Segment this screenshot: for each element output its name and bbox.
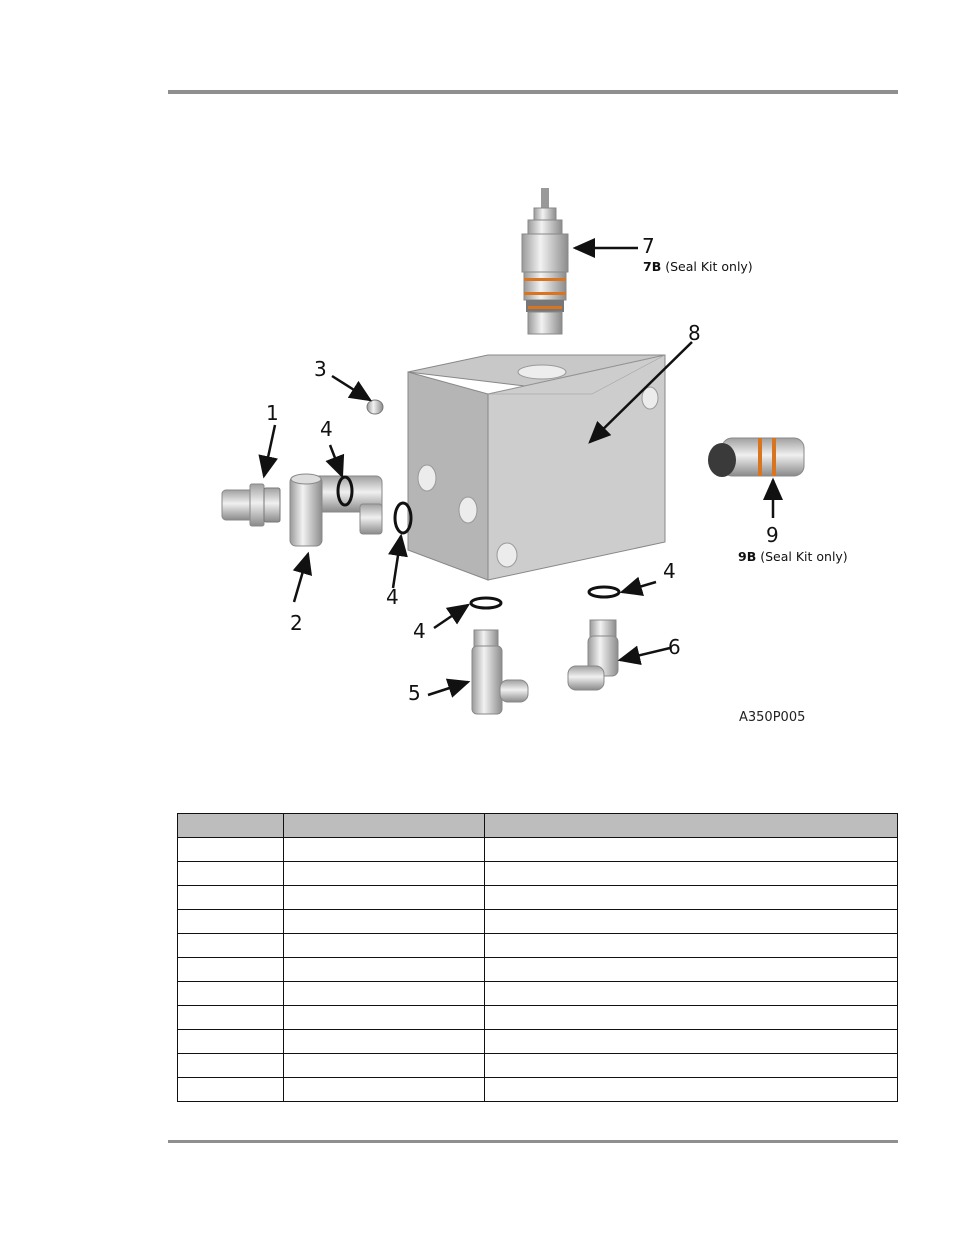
table-row [178,1078,898,1102]
table-cell [485,910,898,934]
table-cell [178,1030,284,1054]
table-cell [178,958,284,982]
table-header-cell [178,814,284,838]
callout-6: 6 [668,635,681,659]
table-cell [178,886,284,910]
header-rule [168,90,898,94]
figure-id: A350P005 [739,710,806,725]
table-cell [485,958,898,982]
plug-3 [367,400,383,414]
callout-9: 9 [766,523,779,547]
table-cell [178,934,284,958]
table-row [178,862,898,886]
elbow-fitting-5 [472,630,528,714]
table-row [178,982,898,1006]
seal-kit-note-9: 9B (Seal Kit only) [738,549,848,564]
table-row [178,1030,898,1054]
footer-rule [168,1140,898,1143]
table-cell [178,982,284,1006]
seal-kit-note-7: 7B (Seal Kit only) [643,259,753,274]
callout-4-block-oring: 4 [386,585,399,609]
table-cell [178,1006,284,1030]
table-header-cell [284,814,485,838]
table-cell [485,1078,898,1102]
table-cell [485,982,898,1006]
table-row [178,1006,898,1030]
table-cell [284,1078,485,1102]
table-cell [178,1054,284,1078]
check-valve-9 [708,438,804,477]
callout-5: 5 [408,681,421,705]
callout-3: 3 [314,357,327,381]
table-row [178,958,898,982]
table-cell [178,1078,284,1102]
callout-7: 7 [642,234,655,258]
cartridge-valve-7 [522,188,568,334]
table-cell [284,910,485,934]
table-cell [485,1006,898,1030]
table-cell [485,1030,898,1054]
table-cell [284,838,485,862]
callout-4-oring-5: 4 [413,619,426,643]
table-cell [284,1006,485,1030]
table-cell [284,982,485,1006]
table-cell [284,1030,485,1054]
manifold-block [408,355,665,580]
table-cell [178,838,284,862]
table-cell [284,862,485,886]
table-cell [284,886,485,910]
table-cell [485,886,898,910]
table-row [178,838,898,862]
table-cell [178,910,284,934]
table-cell [284,958,485,982]
table-cell [284,1054,485,1078]
fitting-1 [222,484,280,526]
callout-4-tee-oring: 4 [320,417,333,441]
table-row [178,910,898,934]
table-cell [284,934,485,958]
parts-table [177,813,898,1102]
table-header-row [178,814,898,838]
table-row [178,1054,898,1078]
callout-8: 8 [688,321,701,345]
table-cell [485,838,898,862]
exploded-view-figure [210,180,850,740]
table-row [178,886,898,910]
table-header-cell [485,814,898,838]
table-row [178,934,898,958]
callout-2: 2 [290,611,303,635]
tee-fitting-2 [290,474,382,546]
table-cell [178,862,284,886]
table-cell [485,1054,898,1078]
table-cell [485,862,898,886]
elbow-fitting-6 [568,620,618,690]
table-cell [485,934,898,958]
callout-1: 1 [266,401,279,425]
callout-4-oring-6: 4 [663,559,676,583]
